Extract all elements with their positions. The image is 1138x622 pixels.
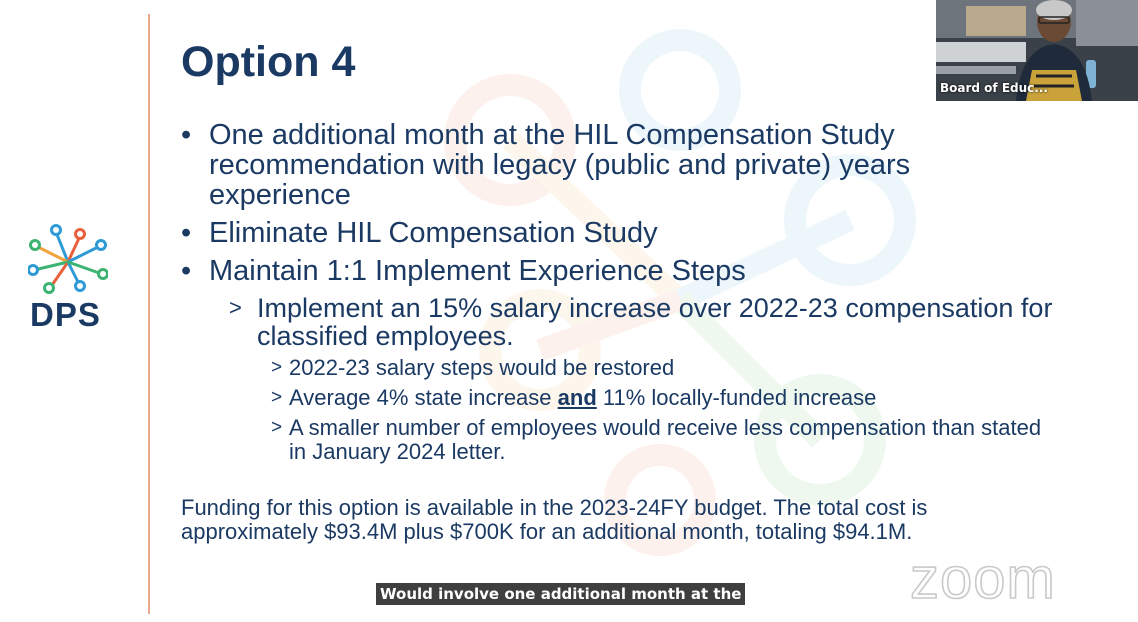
participant-video-tile[interactable] [936, 0, 1138, 101]
zoom-watermark-icon [908, 552, 1094, 604]
bullet-text: Eliminate HIL Compensation Study [209, 217, 658, 249]
sub-sub-bullet-text-start: Average 4% state increase [289, 385, 558, 410]
live-caption: Would involve one additional month at the [376, 583, 745, 605]
slide-divider [148, 14, 150, 614]
sub-sub-bullet-text-end: 11% locally-funded increase [596, 385, 877, 410]
bullet-item [181, 218, 1001, 248]
bullet-text: One additional month at the HIL Compensation Study recommendation with legacy (public and private) years experience [209, 119, 911, 211]
sub-sub-bullet-text: A smaller number of employees would receive less compensation than stated in January 2024 letter. [289, 415, 1042, 464]
sub-sub-bullet-marker: > [271, 357, 283, 378]
sub-sub-bullet-marker: > [271, 387, 283, 408]
funding-note: Funding for this option is available in the 2023-24FY budget. The total cost is approximately $93.4M plus $700K for an additional month, totaling $94.1M. [181, 495, 928, 544]
sub-bullet-item [229, 294, 1089, 350]
dps-burst-icon [28, 224, 108, 294]
sub-bullet-text: Implement an 15% salary increase over 2022-23 compensation for classified employees. [257, 293, 1053, 351]
slide-title: Option 4 [181, 38, 356, 86]
dps-logo-text: DPS [30, 296, 101, 333]
sub-sub-bullet-marker: > [271, 417, 283, 438]
bullet-marker: • [181, 217, 192, 249]
dps-logo [26, 224, 110, 336]
bullet-item [181, 256, 1001, 286]
sub-sub-bullet-item [271, 356, 1061, 380]
participant-name-label: Board of Educ... [940, 81, 1048, 95]
bullet-text: Maintain 1:1 Implement Experience Steps [209, 255, 746, 287]
bullet-list [181, 119, 1053, 470]
sub-sub-bullet-item [271, 416, 1061, 464]
bullet-marker: • [181, 119, 192, 151]
emphasis-text: and [557, 385, 597, 410]
bullet-marker: • [181, 255, 192, 287]
bullet-item [181, 120, 1001, 210]
sub-sub-bullet-text: 2022-23 salary steps would be restored [289, 355, 675, 380]
sub-sub-bullet-item [271, 386, 1061, 410]
sub-bullet-marker: > [229, 295, 242, 320]
zoom-watermark-text: zoom [910, 552, 1056, 604]
